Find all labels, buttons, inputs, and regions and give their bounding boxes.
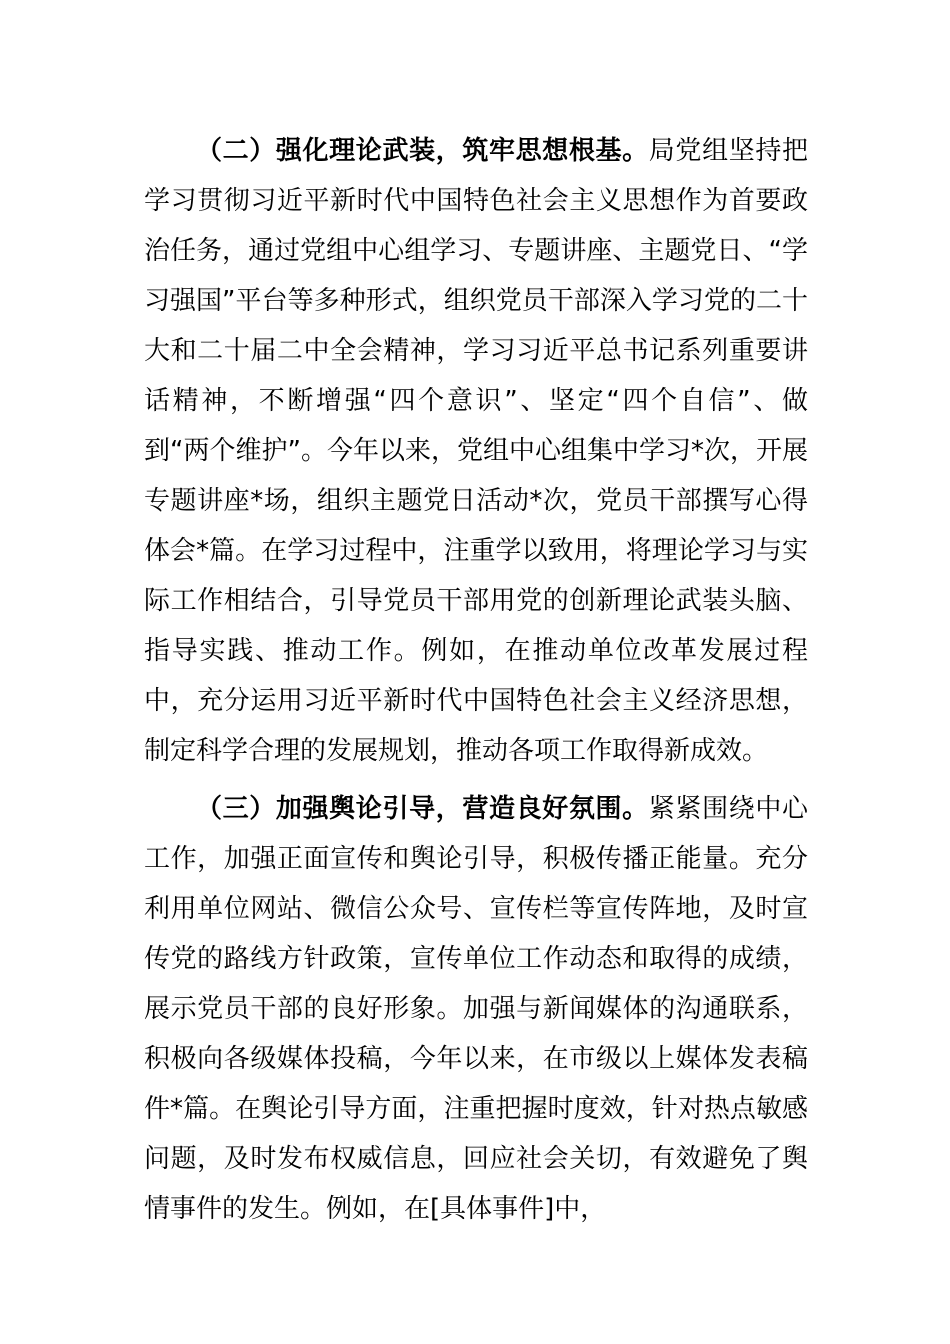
- section-paragraph-2: [144, 126, 808, 776]
- section-heading-2: （二）强化理论武装，筑牢思想根基。: [196, 136, 649, 166]
- section-body-3: 紧紧围绕中心工作，加强正面宣传和舆论引导，积极传播正能量。充分利用单位网站、微信公众号、宣传栏等宣传阵地，及时宣传党的路线方针政策，宣传单位工作动态和取得的成绩，展示党员干部的良好形象。加强与新闻媒体的沟通联系，积极向各级媒体投稿，今年以来，在市级以上媒体发表稿件*篇。在舆论引导方面，注重把握时度效，针对热点敏感问题，及时发布权威信息，回应社会关切，有效避免了舆情事件的发生。例如，在[具体事件]中，: [144, 794, 808, 1224]
- section-heading-3: （三）加强舆论引导，营造良好氛围。: [196, 794, 649, 824]
- section-paragraph-3: [144, 784, 808, 1234]
- section-body-2: 局党组坚持把学习贯彻习近平新时代中国特色社会主义思想作为首要政治任务，通过党组中心组学习、专题讲座、主题党日、“学习强国”平台等多种形式，组织党员干部深入学习党的二十大和二十届二中全会精神，学习习近平总书记系列重要讲话精神，不断增强“四个意识”、坚定“四个自信”、做到“两个维护”。今年以来，党组中心组集中学习*次，开展专题讲座*场，组织主题党日活动*次，党员干部撰写心得体会*篇。在学习过程中，注重学以致用，将理论学习与实际工作相结合，引导党员干部用党的创新理论武装头脑、指导实践、推动工作。例如，在推动单位改革发展过程中，充分运用习近平新时代中国特色社会主义经济思想，制定科学合理的发展规划，推动各项工作取得新成效。: [144, 136, 808, 766]
